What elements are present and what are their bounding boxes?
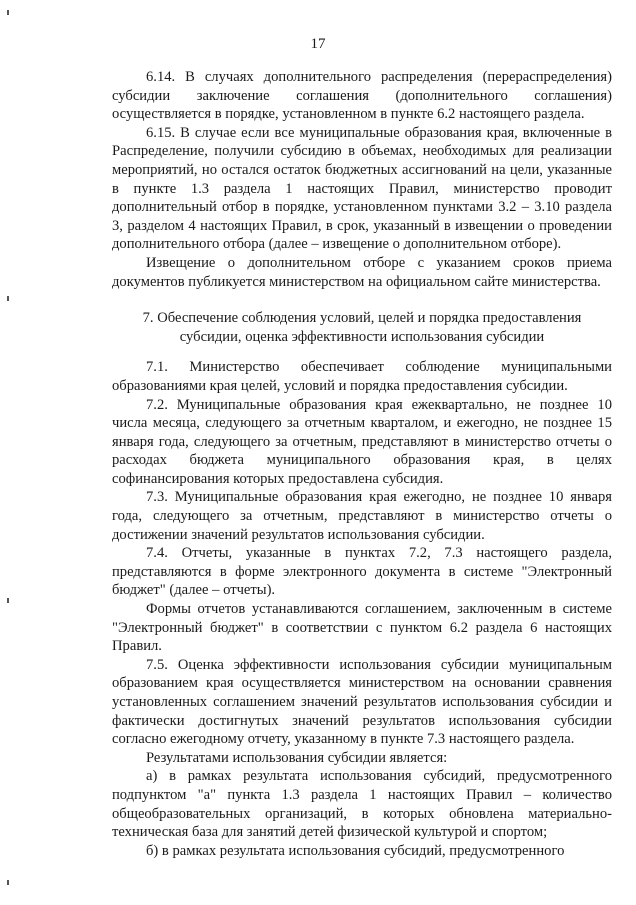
margin-mark xyxy=(7,10,9,15)
paragraph-results-intro: Результатами использования субсидии является: xyxy=(146,749,448,766)
margin-mark xyxy=(7,296,9,301)
page-number: 17 xyxy=(310,36,326,52)
paragraph-7-3: 7.3. Муниципальные образования края ежегодно, не позднее 10 января года, следующего за отчетным, представляют в министерство отчеты о достижении значений результатов использования субсидии. xyxy=(112,489,612,543)
paragraph-notice: Извещение о дополнительном отборе с указанием сроков приема документов публикуется министерством на официальном сайте министерства. xyxy=(112,254,612,290)
margin-mark xyxy=(7,598,9,603)
paragraph-7-2: 7.2. Муниципальные образования края ежеквартально, не позднее 10 числа месяца, следующего за отчетным кварталом, и ежегодно, не позднее 15 января года, следующего за отчетным, представляют в министерство отчеты о расходах бюджета муниципального образования края, в целях софинансирования которых предоставлена субсидия. xyxy=(112,396,612,487)
margin-mark xyxy=(7,880,9,885)
paragraph-7-5: 7.5. Оценка эффективности использования субсидии муниципальным образованием края осуществляется министерством на основании сравнения установленных соглашением значений результатов использования субсидии и фактически достигнутых значений результатов использования субсидии согласно ежегодному отчету, указанному в пункте 7.3 настоящего раздела. xyxy=(112,656,612,748)
paragraph-7-4: 7.4. Отчеты, указанные в пунктах 7.2, 7.3 настоящего раздела, представляются в форме электронного документа в системе "Электронный бюджет" (далее – отчеты). xyxy=(112,545,612,599)
paragraph-item-b: б) в рамках результата использования субсидий, предусмотренного xyxy=(146,842,565,859)
section-heading: 7. Обеспечение соблюдения условий, целей и порядка предоставления субсидии, оценка эффективности использования субсидии xyxy=(142,310,582,345)
paragraph-7-1: 7.1. Министерство обеспечивает соблюдение муниципальными образованиями края целей, условий и порядка предоставления субсидии. xyxy=(112,359,612,394)
paragraph-report-forms: Формы отчетов устанавливаются соглашением, заключенным в системе "Электронный бюджет" в соответствии с пунктом 6.2 раздела 6 настоящих Правил. xyxy=(112,601,612,655)
paragraph-item-a: а) в рамках результата использования субсидий, предусмотренного подпунктом "а" пункта 1.3 раздела 1 настоящих Правил – количество общеобразовательных организаций, в которых обновлена материально-техническая база для занятий детей физической культурой и спортом; xyxy=(112,768,612,841)
paragraph-6-14: 6.14. В случаях дополнительного распределения (перераспределения) субсидии заключение соглашения (дополнительного соглашения) осуществляется в порядке, установленном в пункте 6.2 настоящего раздела. xyxy=(112,69,612,123)
paragraph-6-15: 6.15. В случае если все муниципальные образования края, включенные в Распределение, получили субсидию в объемах, необходимых для реализации мероприятий, но остался остаток бюджетных ассигнований на цели, указанные в пункте 1.3 раздела 1 настоящих Правил, министерство проводит дополнительный отбор в порядке, установленном пунктами 3.2 – 3.10 раздела 3, разделом 4 настоящих Правил, в срок, указанный в извещении о проведении дополнительного отбора (далее – извещение о дополнительном отборе). xyxy=(112,124,612,253)
document-body xyxy=(112,68,612,860)
